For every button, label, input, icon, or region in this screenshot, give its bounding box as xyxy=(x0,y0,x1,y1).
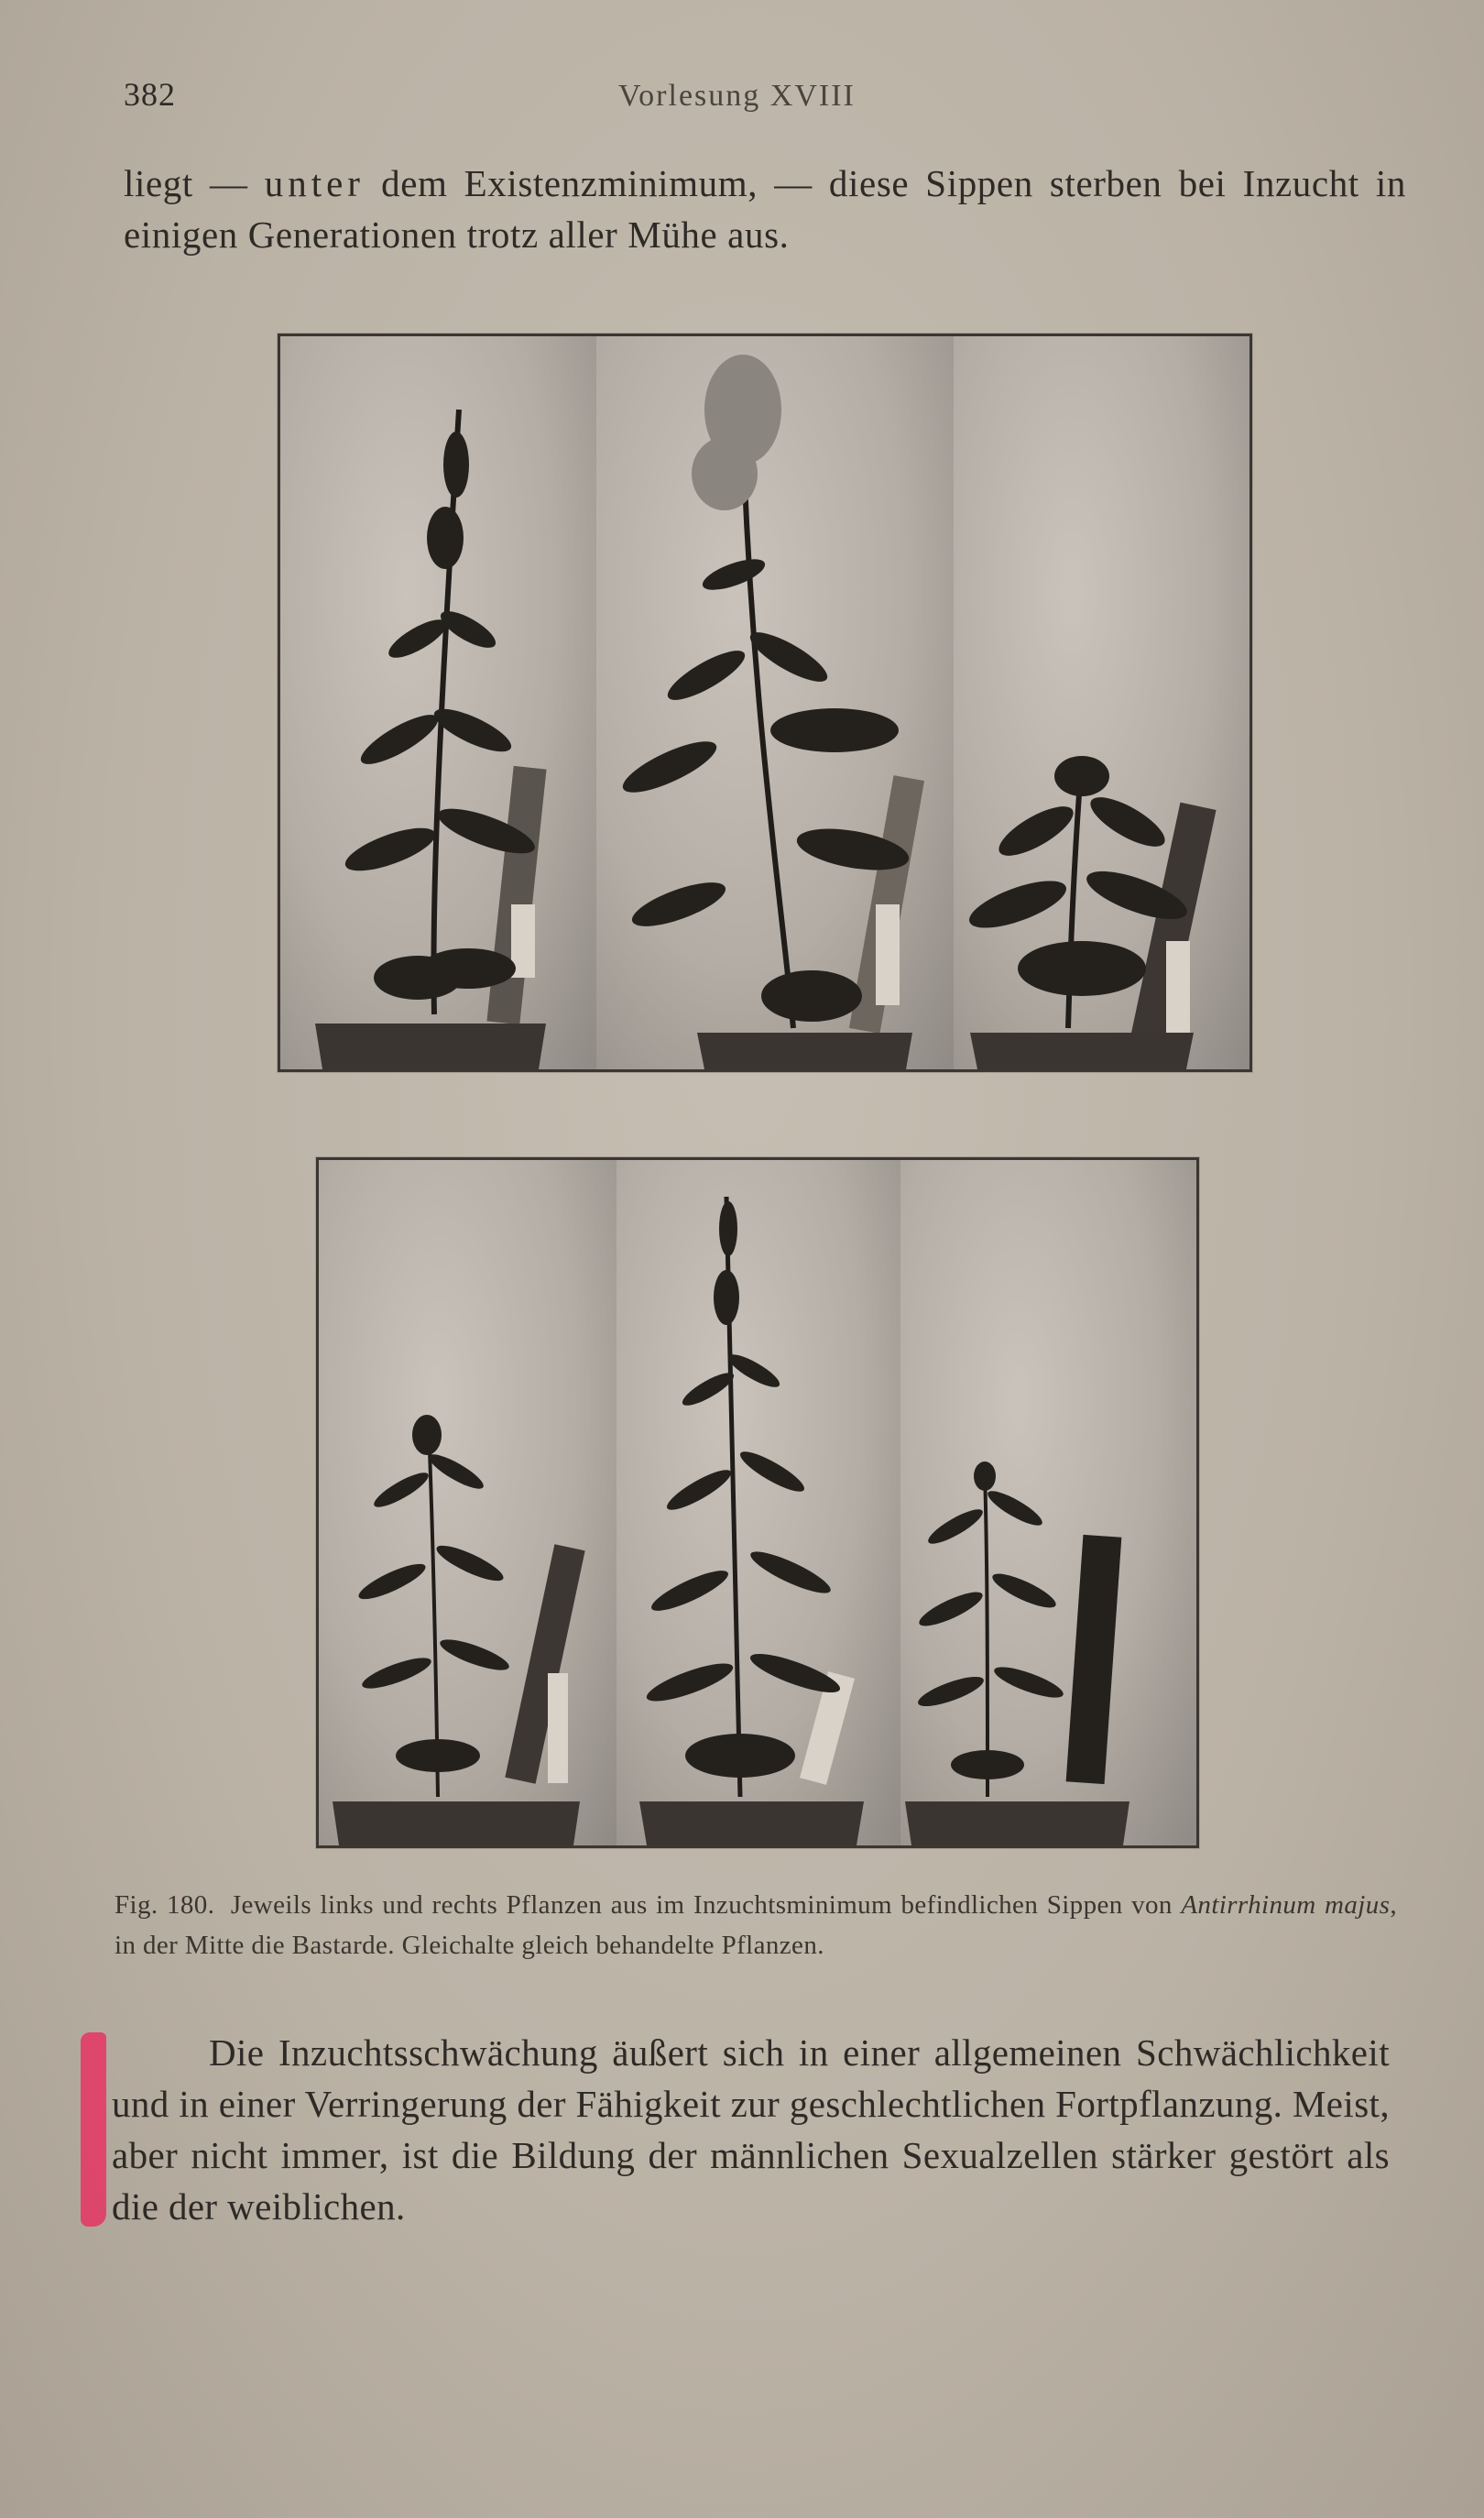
photo-hybrid-bottom xyxy=(617,1160,902,1845)
photo-plant-right-bottom xyxy=(900,1160,1196,1845)
page-number: 382 xyxy=(124,76,176,113)
photo-plant-left-bottom xyxy=(319,1160,618,1845)
caption-text-end: , in der Mitte die Bastarde. Gleichalte gleich behandelte Pflanzen. xyxy=(115,1890,1398,1960)
highlighter-mark xyxy=(81,2032,106,2227)
intro-spaced-word: unter xyxy=(264,162,365,204)
intro-text-start: liegt — xyxy=(124,162,265,204)
photo-plate-top xyxy=(278,334,1252,1072)
caption-species-name: Antirrhinum majus xyxy=(1181,1890,1391,1920)
caption-text-start: Jeweils links und rechts Pflanzen aus im Inzuchtsminimum befindlichen Sippen von xyxy=(230,1890,1173,1920)
body-paragraph-text: Die Inzuchtsschwächung äußert sich in einer allgemeinen Schwächlichkeit und in einer Verringerung der Fähigkeit zur geschlechtlichen Fortpflanzung. Meist, aber nicht immer, ist die Bildung der männlichen Sexualzellen stärker gestört als die der weiblichen. xyxy=(112,2031,1390,2228)
figure-caption xyxy=(115,1885,1397,1965)
photo-plate-bottom xyxy=(316,1157,1199,1848)
page-header xyxy=(124,75,1406,121)
running-head: Vorlesung XVIII xyxy=(618,79,856,113)
body-paragraph xyxy=(112,2027,1390,2232)
photo-plant-left-top xyxy=(280,336,598,1069)
intro-paragraph xyxy=(124,158,1406,260)
photo-plant-right-top xyxy=(954,336,1249,1069)
figure-label: Fig. 180. xyxy=(115,1890,215,1920)
intro-text-end: dem Existenzminimum, — diese Sippen sterben bei Inzucht in einigen Generationen trotz aller Mühe aus. xyxy=(124,162,1406,256)
photo-hybrid-top xyxy=(596,336,955,1069)
